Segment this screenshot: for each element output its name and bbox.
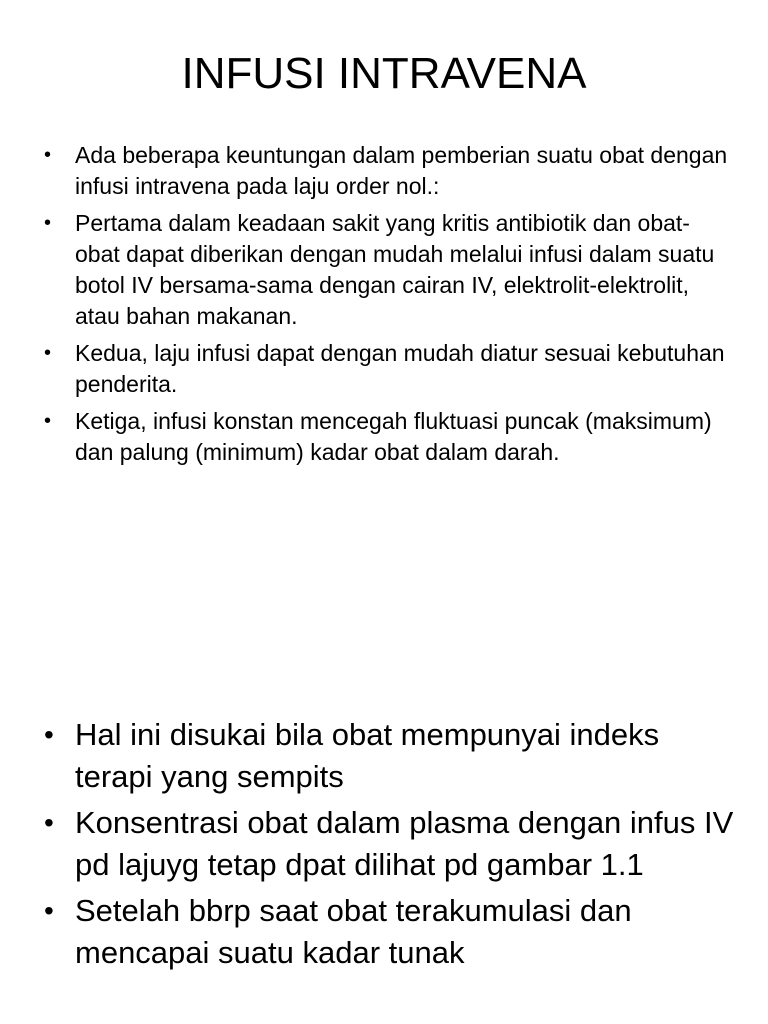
list-item (44, 338, 734, 400)
list-item (44, 140, 734, 202)
list-item (44, 890, 744, 974)
slide-title: INFUSI INTRAVENA (181, 49, 587, 98)
list-item (44, 208, 734, 332)
bullet-icon: • (44, 807, 54, 838)
lower-bullet-list (44, 714, 744, 978)
bullet-text: Setelah bbrp saat obat terakumulasi dan mencapai suatu kadar tunak (75, 893, 632, 970)
list-item (44, 406, 734, 468)
bullet-text: Ada beberapa keuntungan dalam pemberian suatu obat dengan infusi intravena pada laju order nol.: (75, 142, 728, 199)
bullet-text: Konsentrasi obat dalam plasma dengan infus IV pd lajuyg tetap dpat dilihat pd gambar 1.1 (75, 805, 734, 882)
list-item (44, 802, 744, 886)
bullet-icon: • (44, 144, 52, 166)
bullet-icon: • (44, 410, 52, 432)
bullet-icon: • (44, 212, 52, 234)
list-item (44, 714, 744, 798)
bullet-text: Kedua, laju infusi dapat dengan mudah diatur sesuai kebutuhan penderita. (75, 340, 725, 397)
bullet-icon: • (44, 342, 52, 364)
bullet-icon: • (44, 895, 54, 926)
bullet-text: Hal ini disukai bila obat mempunyai indeks terapi yang sempits (75, 717, 660, 794)
bullet-text: Pertama dalam keadaan sakit yang kritis antibiotik dan obat-obat dapat diberikan dengan mudah melalui infusi dalam suatu botol IV bersama-sama dengan cairan IV, elektrolit-elektrolit, atau bahan makanan. (75, 210, 715, 329)
bullet-text: Ketiga, infusi konstan mencegah fluktuasi puncak (maksimum) dan palung (minimum) kadar obat dalam darah. (75, 408, 712, 465)
bullet-icon: • (44, 719, 54, 750)
upper-bullet-list (44, 140, 734, 474)
